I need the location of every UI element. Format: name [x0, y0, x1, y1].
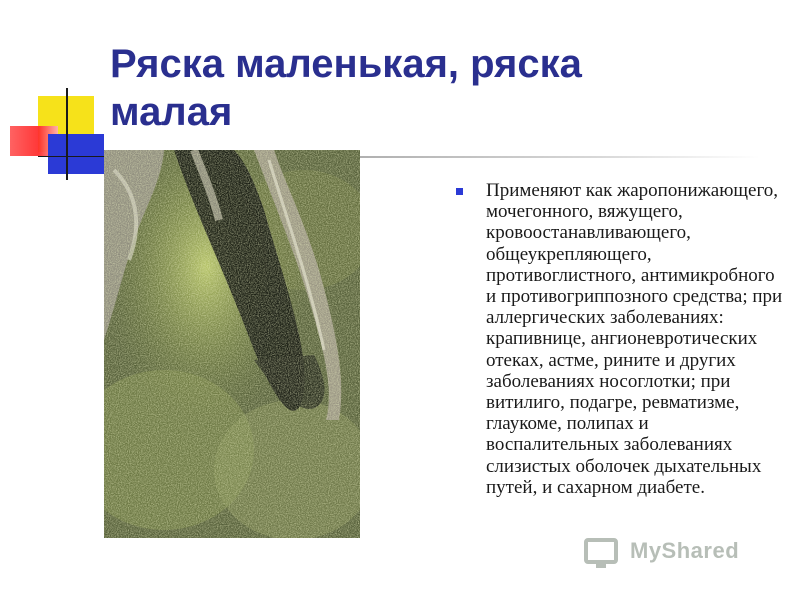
watermark-text: MyShared [630, 538, 740, 563]
decor-vertical-line [66, 88, 68, 180]
decor-blue-square [48, 134, 104, 174]
decor-fade-line [360, 156, 760, 158]
bullet-square-icon [456, 188, 463, 195]
bullet-list [456, 180, 786, 498]
watermark-logo-icon [580, 534, 624, 572]
watermark [580, 534, 780, 574]
duckweed-photo [104, 150, 360, 538]
slide-title: Ряска маленькая, ряска малая [110, 42, 582, 134]
bullet-text: Применяют как жаропонижающего, мочегонного, вяжущего, кровоостанавливающего, общеукрепляющего, противоглистного, антимикробного и противогриппозного средства; при аллергических заболеваниях: крапивнице, ангионевротических отеках, астме, рините и других заболеваниях носоглотки; при витилиго, подагре, ревматизме, глаукоме, полипах и воспалительных заболеваниях слизистых оболочек дыхательных путей, и сахарном диабете. [486, 180, 783, 498]
